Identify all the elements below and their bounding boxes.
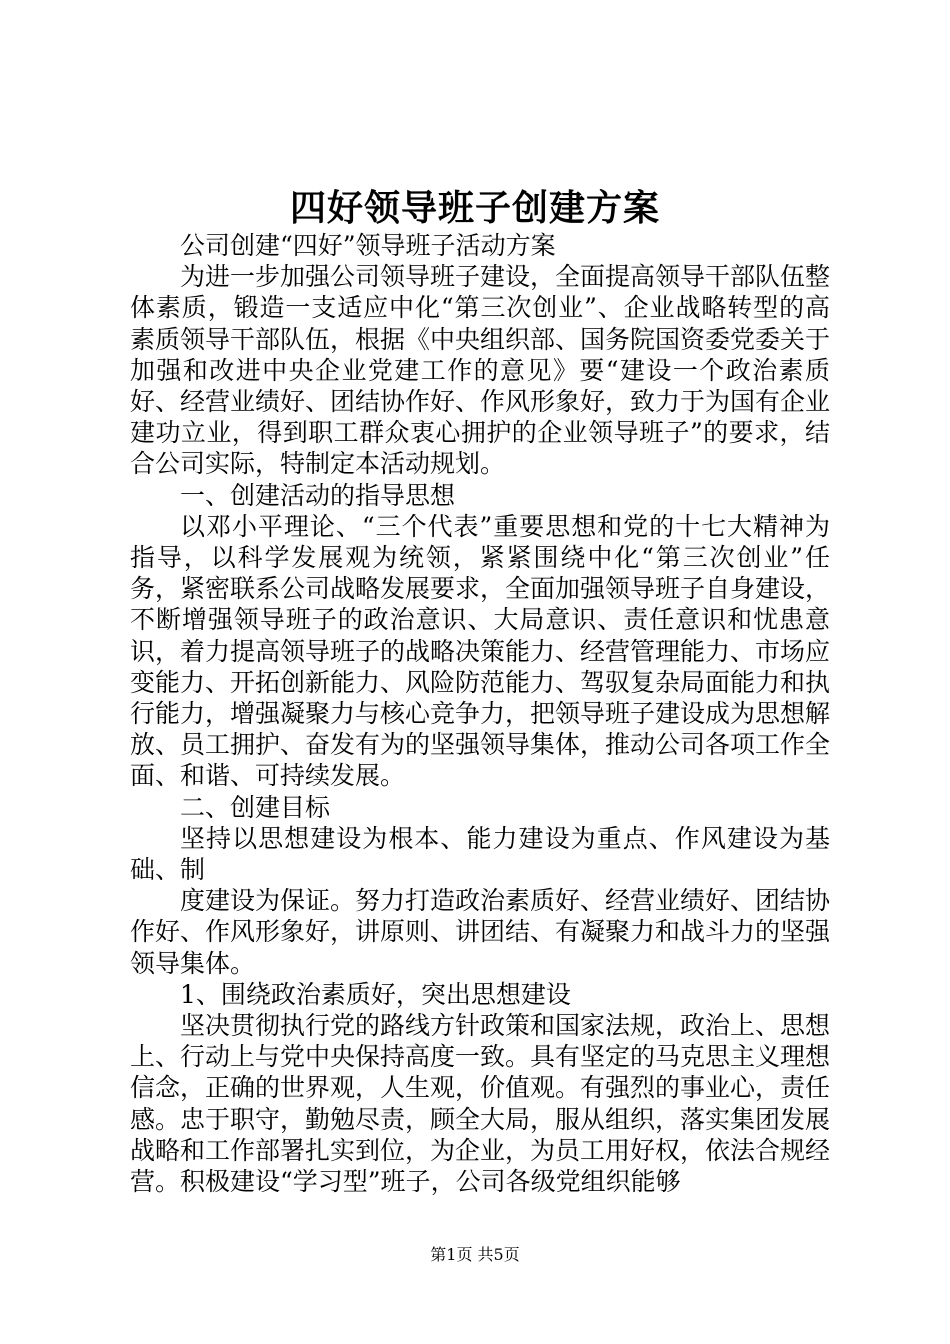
paragraph-intro: 为进一步加强公司领导班子建设，全面提高领导干部队伍整体素质，锻造一支适应中化“第三次创业”、企业战略转型的高素质领导干部队伍，根据《中央组织部、国务院国资委党委关于加强和改进中央企业党建工作的意见》要“建设一个政治素质好、经营业绩好、团结协作好、作风形象好，致力于为国有企业建功立业，得到职工群众衷心拥护的企业领导班子”的要求，结合公司实际，特制定本活动规划。 bbox=[130, 262, 831, 479]
page-number-footer: 第1页 共5页 bbox=[430, 1245, 520, 1264]
paragraph-guiding-ideology: 以邓小平理论、“三个代表”重要思想和党的十七大精神为指导，以科学发展观为统领，紧紧围绕中化“第三次创业”任务，紧密联系公司战略发展要求，全面加强领导班子自身建设，不断增强领导班子的政治意识、大局意识、责任意识和忧患意识，着力提高领导班子的战略决策能力、经营管理能力、市场应变能力、开拓创新能力、风险防范能力、驾驭复杂局面能力和执行能力，增强凝聚力与核心竞争力，把领导班子建设成为思想解放、员工拥护、奋发有为的坚强领导集体，推动公司各项工作全面、和谐、可持续发展。 bbox=[130, 511, 831, 791]
document-title: 四好领导班子创建方案 bbox=[289, 187, 660, 229]
section-heading-guiding-ideology: 一、创建活动的指导思想 bbox=[180, 480, 456, 510]
paragraph-goals-part2: 度建设为保证。努力打造政治素质好、经营业绩好、团结协作好、作风形象好，讲原则、讲团结、有凝聚力和战斗力的坚强领导集体。 bbox=[130, 886, 831, 978]
paragraph-political-quality: 坚决贯彻执行党的路线方针政策和国家法规，政治上、思想上、行动上与党中央保持高度一致。具有坚定的马克思主义理想信念，正确的世界观，人生观，价值观。有强烈的事业心，责任感。忠于职守，勤勉尽责，顾全大局，服从组织，落实集团发展战略和工作部署扎实到位，为企业，为员工用好权，依法合规经营。积极建设“学习型”班子，公司各级党组织能够 bbox=[130, 1011, 831, 1197]
section-heading-goals: 二、创建目标 bbox=[180, 792, 331, 822]
document-body bbox=[130, 230, 830, 1197]
subsection-heading-political-quality: 1、围绕政治素质好，突出思想建设 bbox=[180, 979, 571, 1009]
paragraph-goals-part1: 坚持以思想建设为根本、能力建设为重点、作风建设为基础、制 bbox=[130, 823, 830, 885]
paragraph-subtitle: 公司创建“四好”领导班子活动方案 bbox=[180, 231, 556, 260]
